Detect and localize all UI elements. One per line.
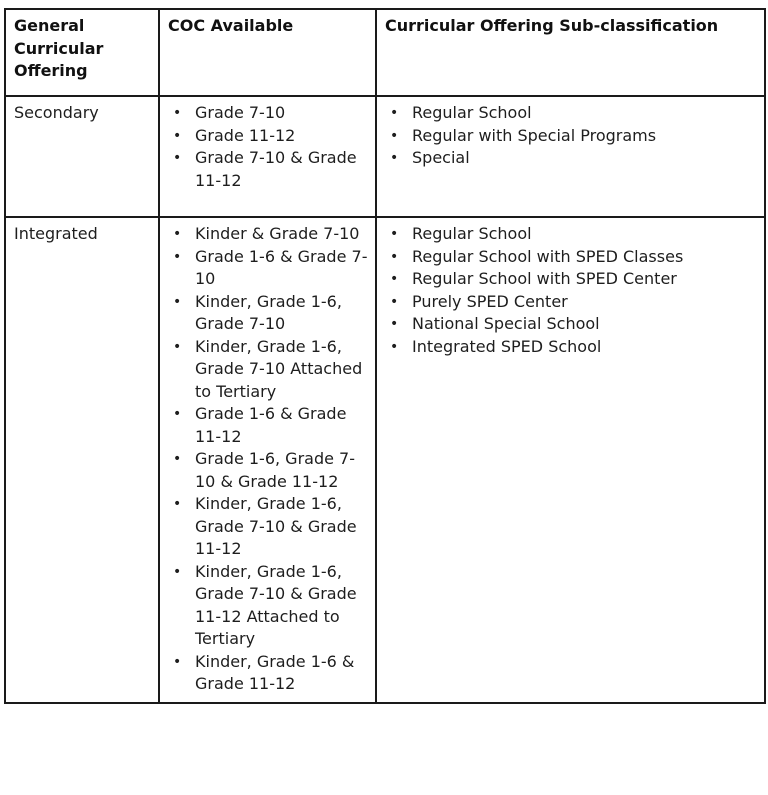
coc-available-cell <box>159 96 376 217</box>
list-item: • Kinder, Grade 1-6, Grade 7-10 & Grade 11-12 <box>173 494 357 558</box>
list-item: • Grade 11-12 <box>168 125 368 148</box>
header-coc-available: COC Available <box>159 9 376 96</box>
list-item: • Grade 1-6 & Grade 11-12 <box>173 404 347 446</box>
bullet-icon: • <box>173 226 182 242</box>
list-item: • Regular School with SPED Center <box>385 268 757 291</box>
list-item: • Kinder, Grade 1-6, Grade 7-10 & Grade 11-12 Attached to Tertiary <box>173 561 357 648</box>
list-item: • Kinder & Grade 7-10 <box>168 223 368 246</box>
header-sub-classification: Curricular Offering Sub-classification <box>376 9 765 96</box>
sub-classification-cell <box>376 217 765 703</box>
list-item: • Kinder, Grade 1-6 & Grade 11-12 <box>173 651 355 693</box>
list-item: • Kinder, Grade 1-6, Grade 7-10 Attached to Tertiary <box>173 336 363 401</box>
table-row <box>5 96 765 217</box>
bullet-icon: • <box>173 105 182 121</box>
bullet-icon: • <box>390 316 399 332</box>
coc-available-cell <box>159 217 376 703</box>
bullet-icon: • <box>390 105 399 121</box>
list-item: • Regular with Special Programs <box>385 125 757 148</box>
table-row <box>5 217 765 703</box>
list-item: • Grade 7-10 & Grade 11-12 <box>173 148 357 190</box>
list-item: • Special <box>385 147 757 170</box>
sub-classification-list <box>385 223 757 358</box>
bullet-icon: • <box>390 338 399 355</box>
list-item: • Grade 7-10 <box>168 102 368 125</box>
list-item: • Regular School <box>385 223 757 246</box>
list-item: • Regular School <box>385 102 757 125</box>
coc-list <box>168 223 368 696</box>
bullet-icon: • <box>173 563 182 580</box>
list-item: • Regular School with SPED Classes <box>385 246 757 269</box>
bullet-icon: • <box>390 248 399 265</box>
list-item: • Kinder, Grade 1-6, Grade 7-10 <box>173 291 342 333</box>
bullet-icon: • <box>173 248 182 265</box>
bullet-icon: • <box>390 150 399 166</box>
sub-classification-list <box>385 102 757 170</box>
bullet-icon: • <box>173 127 182 144</box>
table-header-row <box>5 9 765 96</box>
general-offering-cell: Secondary <box>5 96 159 217</box>
bullet-icon: • <box>173 293 182 310</box>
bullet-icon: • <box>173 406 182 422</box>
bullet-icon: • <box>173 150 182 166</box>
list-item: • Purely SPED Center <box>385 291 757 314</box>
bullet-icon: • <box>173 496 182 512</box>
coc-list <box>168 102 368 192</box>
curricular-offering-table <box>4 8 766 704</box>
general-offering-cell: Integrated <box>5 217 159 703</box>
bullet-icon: • <box>173 451 182 467</box>
sub-classification-cell <box>376 96 765 217</box>
list-item: • Integrated SPED School <box>385 336 757 359</box>
bullet-icon: • <box>173 653 182 670</box>
bullet-icon: • <box>390 293 399 310</box>
bullet-icon: • <box>390 271 399 287</box>
list-item: • Grade 1-6, Grade 7-10 & Grade 11-12 <box>173 449 355 491</box>
bullet-icon: • <box>390 226 399 242</box>
header-general-offering: General Curricular Offering <box>5 9 159 96</box>
list-item: • Grade 1-6 & Grade 7-10 <box>173 246 368 288</box>
list-item: • National Special School <box>385 313 757 336</box>
bullet-icon: • <box>173 338 182 355</box>
bullet-icon: • <box>390 127 399 144</box>
